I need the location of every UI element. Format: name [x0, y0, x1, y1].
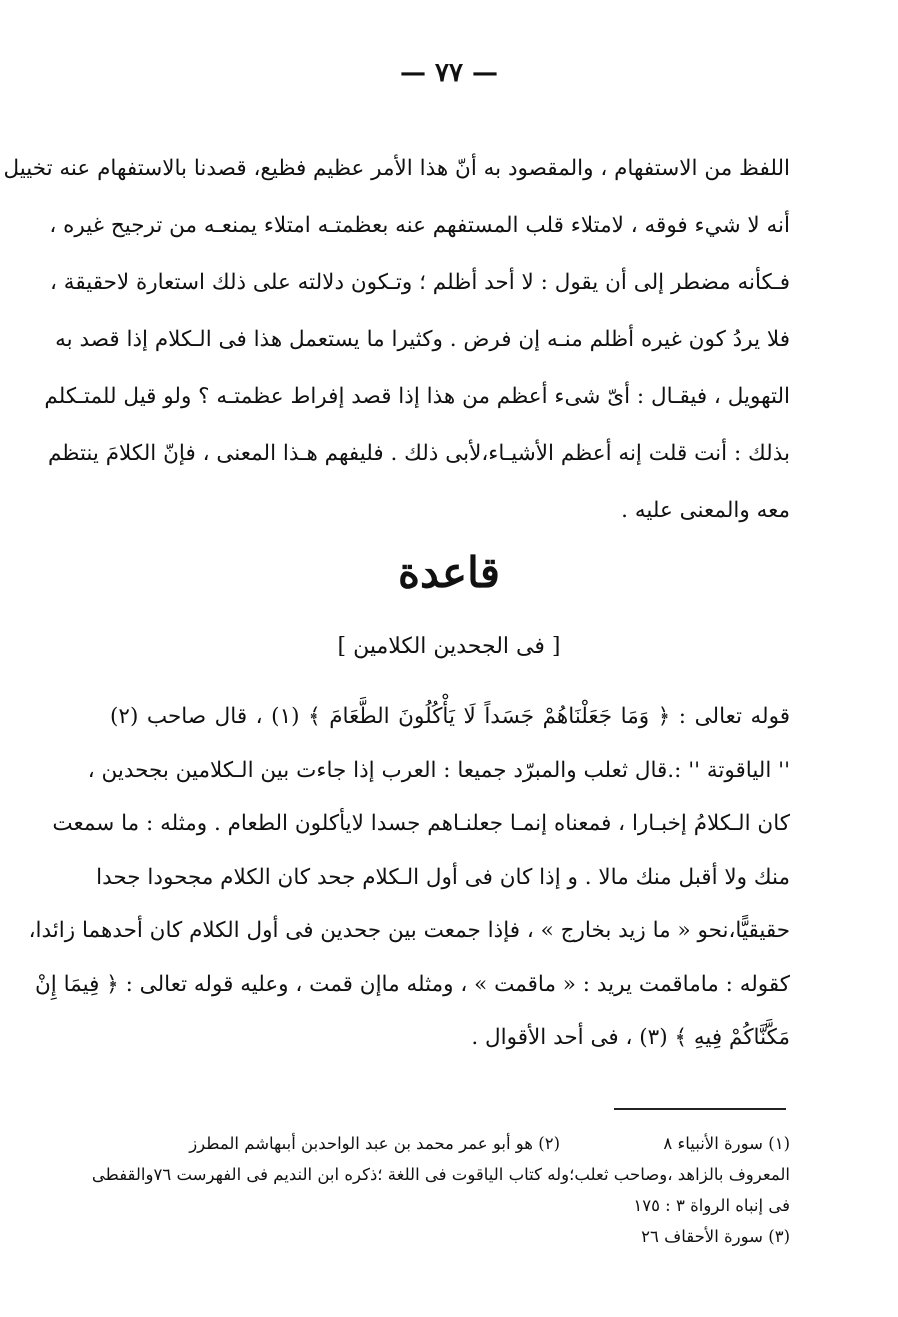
text-line: كان الـكلامُ إخبـارا ، فمعناه إنمـا جعلنـاهم جسدا لايأكلون الطعام . ومثله : ما سمعت [52, 811, 790, 836]
text-line: منك ولا أقبل منك مالا . و إذا كان فى أول الـكلام جحد كان الكلام مجحودا جحدا [96, 864, 790, 890]
text-line: معه والمعنى عليه . [621, 498, 790, 523]
footnote-divider [614, 1108, 786, 1110]
section-subheading: [ فى الجحدين الكلامين ] [337, 634, 561, 659]
footnote-1: (١) سورة الأنبياء ٨ [663, 1134, 790, 1153]
text-line: بذلك : أنت قلت إنه أعظم الأشيـاء،لأبى ذلك . فليفهم هـذا المعنى ، فإنّ الكلامَ ينتظم [48, 441, 790, 466]
footnote-2: (٢) هو أبو عمر محمد بن عبد الواحدبن أبىهاشم المطرز [189, 1134, 560, 1153]
footnote-row [110, 1128, 790, 1159]
text-line: فلا يردُ كون غيره أظلم منـه إن فرض . وكثيرا ما يستعمل هذا فى الـكلام إذا قصد به [55, 327, 790, 352]
text-line: التهويل ، فيقـال : أىّ شىء أعظم من هذا إذا قصد إفراط عظمتـه ؟ ولو قيل للمتـكلم [44, 384, 790, 409]
text-line: اللفظ من الاستفهام ، والمقصود به أنّ هذا الأمر عظيم فظيع، قصدنا بالاستفهام عنه تخييل [3, 156, 790, 181]
section-paragraph [28, 690, 790, 1065]
text-line: حقيقيًّا،نحو « ما زيد بخارج » ، فإذا جمعت بين جحدين فى أول الكلام كان أحدهما زائدا، [28, 918, 790, 943]
main-paragraph [3, 140, 790, 539]
footnote-2-continued: فى إنباه الرواة ٣ : ١٧٥ [633, 1196, 790, 1215]
page-number: — ٧٧ — [399, 58, 499, 88]
text-line: '' الياقوتة '' :.قال ثعلب والمبرّد جميعا : العرب إذا جاءت بين الـكلامين بجحدين ، [87, 757, 790, 783]
text-line: أنه لا شيء فوقه ، لامتلاء قلب المستفهم عنه بعظمتـه امتلاء يمنعـه من ترجيح غيره ، [49, 213, 790, 238]
text-line: قوله تعالى : ﴿ وَمَا جَعَلْنَاهُمْ جَسَداً لَا يَأْكُلُونَ الطَّعَامَ ﴾ (١) ، قال صاحب (٢) [110, 704, 790, 729]
section-heading: قاعدة [398, 548, 500, 597]
footnotes [91, 1128, 790, 1252]
text-line: فـكأنه مضطر إلى أن يقول : لا أحد أظلم ؛ وتـكون دلالته على ذلك استعارة لاحقيقة ، [50, 270, 790, 295]
footnote-2-continued: المعروف بالزاهد ،وصاحب ثعلب؛وله كتاب الياقوت فى اللغة ؛ذكره ابن النديم فى الفهرست ٧٦والقفطى [91, 1165, 790, 1184]
footnote-3: (٣) سورة الأحقاف ٢٦ [641, 1227, 790, 1246]
text-line: كقوله : ماماقمت يريد : « ماقمت » ، ومثله ماإن قمت ، وعليه قوله تعالى : ﴿ فِيمَا إِنْ [35, 971, 790, 997]
text-line: مَكَّنَّاكُمْ فِيهِ ﴾ (٣) ، فى أحد الأقوال . [471, 1025, 790, 1050]
